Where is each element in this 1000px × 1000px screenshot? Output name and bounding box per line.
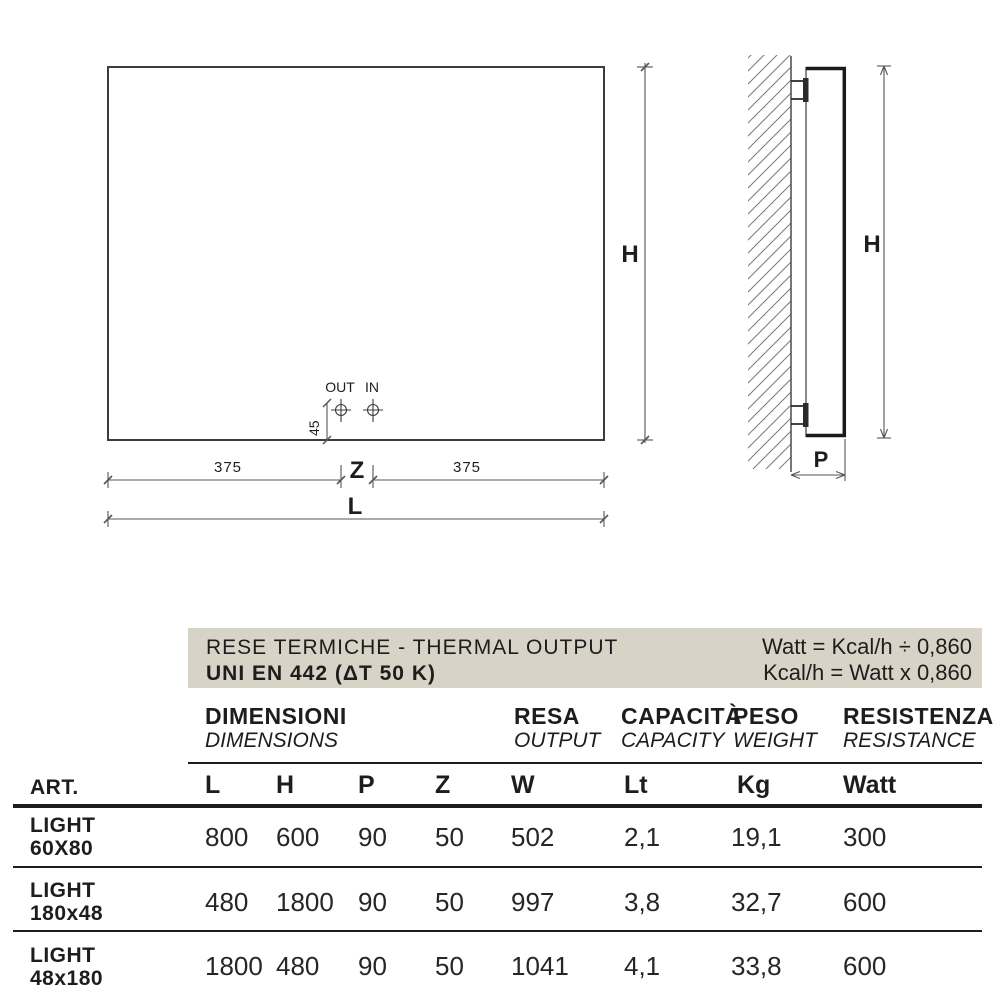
art-series: LIGHT bbox=[30, 879, 96, 902]
bottom-bracket bbox=[791, 403, 809, 427]
column-header-z: Z bbox=[435, 771, 451, 799]
center-gap-label: Z bbox=[349, 457, 365, 484]
cell-w: 502 bbox=[511, 822, 555, 852]
group-label-en: OUTPUT bbox=[514, 729, 601, 752]
group-label-en: WEIGHT bbox=[733, 729, 817, 752]
group-label-it: DIMENSIONI bbox=[205, 703, 347, 729]
column-group-dimensions bbox=[205, 704, 347, 752]
art-series: LIGHT bbox=[30, 814, 96, 837]
banner-title: RESE TERMICHE - THERMAL OUTPUT bbox=[206, 636, 619, 659]
thermal-output-banner bbox=[188, 628, 982, 688]
cell-watt: 300 bbox=[843, 822, 887, 852]
cell-h: 600 bbox=[276, 822, 320, 852]
table-row-art-name bbox=[30, 944, 103, 990]
group-label-en: RESISTANCE bbox=[843, 729, 976, 752]
row-divider-2 bbox=[13, 930, 982, 932]
radiator-panel-front bbox=[108, 67, 604, 440]
column-header-p: P bbox=[358, 771, 375, 799]
art-series: LIGHT bbox=[30, 944, 96, 967]
cell-lt: 3,8 bbox=[624, 887, 661, 917]
column-header-watt: Watt bbox=[843, 771, 897, 799]
group-label-it: RESISTENZA bbox=[843, 703, 994, 729]
art-size: 180x48 bbox=[30, 902, 104, 925]
out-connection-icon bbox=[331, 399, 351, 422]
in-connection-icon bbox=[363, 399, 383, 422]
cell-l: 1800 bbox=[205, 951, 263, 981]
cell-h: 480 bbox=[276, 951, 320, 981]
column-header-w: W bbox=[511, 771, 535, 799]
cell-watt: 600 bbox=[843, 951, 887, 981]
radiator-panel-side bbox=[806, 67, 844, 437]
column-group-capacity bbox=[621, 704, 742, 752]
cell-h: 1800 bbox=[276, 887, 334, 917]
front-height-label: H bbox=[621, 241, 639, 268]
cell-p: 90 bbox=[358, 887, 387, 917]
column-header-h: H bbox=[276, 771, 295, 799]
cell-kg: 19,1 bbox=[731, 822, 782, 852]
length-label: L bbox=[347, 493, 363, 520]
column-header-kg: Kg bbox=[737, 771, 771, 799]
art-size: 48x180 bbox=[30, 967, 104, 990]
front-height-dimension bbox=[637, 63, 653, 444]
top-bracket bbox=[791, 78, 809, 102]
inlet-offset-value: 45 bbox=[306, 420, 322, 436]
cell-z: 50 bbox=[435, 822, 464, 852]
table-row-art-name bbox=[30, 814, 96, 860]
banner-standard: UNI EN 442 (ΔT 50 K) bbox=[206, 662, 436, 685]
cell-l: 800 bbox=[205, 822, 249, 852]
table-row-art-name bbox=[30, 879, 103, 925]
cell-p: 90 bbox=[358, 822, 387, 852]
header-bottom-rule bbox=[13, 804, 982, 808]
header-top-rule bbox=[188, 762, 982, 764]
cell-w: 997 bbox=[511, 887, 555, 917]
left-span-value: 375 bbox=[213, 459, 243, 476]
in-label: IN bbox=[365, 379, 379, 395]
wall-hatching bbox=[748, 55, 791, 469]
inlet-offset-dimension bbox=[323, 399, 331, 444]
watt-formula: Watt = Kcal/h ÷ 0,860 bbox=[762, 634, 972, 659]
cell-lt: 2,1 bbox=[624, 822, 661, 852]
cell-l: 480 bbox=[205, 887, 249, 917]
depth-label: P bbox=[813, 447, 829, 472]
right-span-value: 375 bbox=[452, 459, 482, 476]
cell-z: 50 bbox=[435, 887, 464, 917]
group-label-en: CAPACITY bbox=[621, 729, 725, 752]
cell-w: 1041 bbox=[511, 951, 569, 981]
side-view bbox=[748, 55, 891, 481]
side-height-label: H bbox=[863, 231, 881, 258]
group-label-en: DIMENSIONS bbox=[205, 729, 339, 752]
group-label-it: CAPACITÀ bbox=[621, 703, 743, 729]
column-group-output bbox=[514, 704, 600, 752]
banner-titles bbox=[206, 635, 618, 687]
kcal-formula: Kcal/h = Watt x 0,860 bbox=[763, 660, 972, 685]
group-label-it: RESA bbox=[514, 703, 580, 729]
group-label-it: PESO bbox=[733, 703, 799, 729]
cell-p: 90 bbox=[358, 951, 387, 981]
row-divider-1 bbox=[13, 866, 982, 868]
out-label: OUT bbox=[325, 379, 355, 395]
cell-kg: 32,7 bbox=[731, 887, 782, 917]
column-header-l: L bbox=[205, 771, 221, 799]
art-column-header: ART. bbox=[30, 776, 79, 799]
art-size: 60X80 bbox=[30, 837, 94, 860]
cell-lt: 4,1 bbox=[624, 951, 661, 981]
front-view bbox=[104, 63, 653, 527]
column-group-weight bbox=[733, 704, 817, 752]
cell-watt: 600 bbox=[843, 887, 887, 917]
cell-z: 50 bbox=[435, 951, 464, 981]
column-group-resistance bbox=[843, 704, 994, 752]
banner-formulas bbox=[762, 634, 972, 686]
cell-kg: 33,8 bbox=[731, 951, 782, 981]
column-header-lt: Lt bbox=[624, 771, 648, 799]
